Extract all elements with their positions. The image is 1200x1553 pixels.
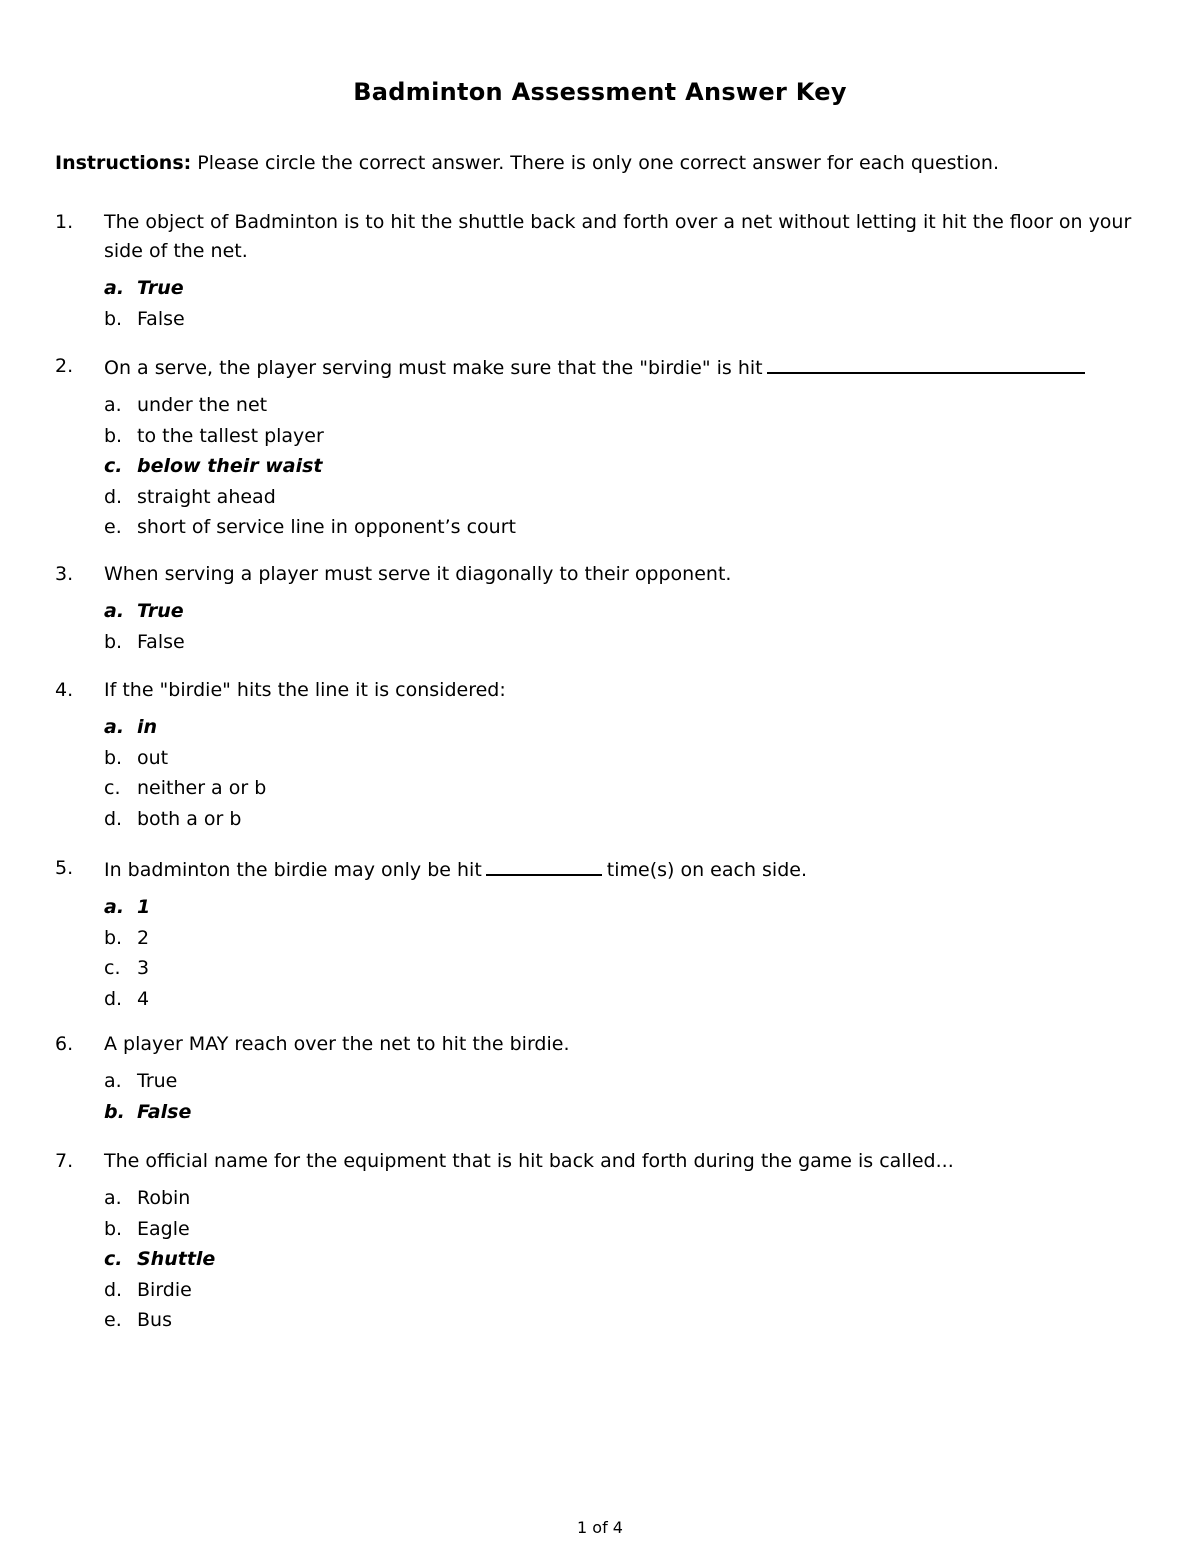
question-number: 5.: [55, 857, 74, 879]
question-number: 4.: [55, 679, 74, 701]
question-text: If the "birdie" hits the line it is considered:: [104, 679, 506, 701]
instructions-label: Instructions:: [55, 152, 192, 174]
option-letter: b.: [104, 630, 123, 653]
option-text: True: [137, 277, 184, 299]
option-letter: b.: [104, 926, 123, 949]
option: [104, 1066, 1145, 1097]
option-letter: c.: [104, 1248, 123, 1270]
question-text: On a serve, the player serving must make sure that the "birdie" is hit: [104, 357, 763, 379]
option: [104, 804, 1145, 835]
option-letter: d.: [104, 987, 123, 1010]
option: [104, 482, 1145, 513]
answer-blank: [486, 854, 602, 876]
option-letter: c.: [104, 777, 121, 799]
option-correct: [104, 273, 1145, 304]
option-text: straight ahead: [137, 485, 276, 508]
option-list: [104, 892, 1145, 1014]
option: [104, 1183, 1145, 1214]
option-letter: b.: [104, 307, 123, 330]
option-text: False: [137, 1100, 192, 1123]
option: [104, 627, 1145, 658]
question-text: When serving a player must serve it diagonally to their opponent.: [104, 563, 732, 585]
option-letter: a.: [104, 896, 125, 918]
option: [104, 512, 1145, 543]
question-number: 2.: [55, 355, 74, 377]
question-text: A player MAY reach over the net to hit the birdie.: [104, 1033, 570, 1055]
option-list: [104, 390, 1145, 543]
page-of: of: [592, 1518, 608, 1537]
question-1: [55, 208, 1145, 353]
option-letter: b.: [104, 1100, 125, 1123]
option-text: under the net: [137, 394, 268, 416]
question-3: [55, 560, 1145, 676]
option: [104, 304, 1145, 335]
option-text: 4: [137, 987, 150, 1010]
question-text-after: time(s) on each side.: [606, 859, 807, 881]
question-number: 6.: [55, 1033, 74, 1055]
option-text: True: [137, 1070, 178, 1092]
option-text: Shuttle: [137, 1248, 216, 1270]
option-text: 1: [137, 896, 151, 918]
option-text: Bus: [137, 1309, 172, 1331]
question-number: 3.: [55, 563, 74, 585]
question-text: The official name for the equipment that is hit back and forth during the game is called...: [104, 1150, 954, 1172]
page-footer: [0, 1518, 1200, 1537]
question-text-before: In badminton the birdie may only be hit: [104, 859, 482, 881]
question-number: 1.: [55, 211, 74, 233]
option-text: 2: [137, 926, 150, 949]
option: [104, 743, 1145, 774]
option-text: False: [137, 307, 185, 330]
option-correct: [104, 1097, 1145, 1128]
option-list: [104, 596, 1145, 657]
option-list: [104, 1066, 1145, 1127]
option: [104, 923, 1145, 954]
option: [104, 953, 1145, 984]
option-text: both a or b: [137, 807, 242, 830]
option-text: in: [137, 716, 158, 738]
page-number: 1: [577, 1518, 588, 1537]
option-text: Robin: [137, 1187, 191, 1209]
page-total: 4: [612, 1518, 623, 1537]
question-7: [55, 1147, 1145, 1355]
option-list: [104, 712, 1145, 834]
answer-blank: [767, 352, 1085, 374]
option-letter: c.: [104, 957, 121, 979]
option-letter: d.: [104, 807, 123, 830]
option-letter: d.: [104, 485, 123, 508]
option-letter: a.: [104, 600, 125, 622]
option-text: below their waist: [137, 455, 323, 477]
option-letter: a.: [104, 1070, 122, 1092]
option-text: short of service line in opponent’s court: [137, 516, 516, 538]
instructions-text: Please circle the correct answer. There is only one correct answer for each question.: [197, 152, 999, 174]
option-letter: c.: [104, 455, 123, 477]
page-title: Badminton Assessment Answer Key: [353, 78, 847, 106]
option: [104, 390, 1145, 421]
question-text-wrap: [104, 352, 1145, 383]
option-text: Birdie: [137, 1278, 192, 1301]
option-correct: [104, 892, 1145, 923]
option-letter: a.: [104, 394, 122, 416]
option-text: to the tallest player: [137, 424, 324, 447]
question-number: 7.: [55, 1150, 74, 1172]
option: [104, 421, 1145, 452]
option: [104, 984, 1145, 1015]
option-letter: b.: [104, 746, 123, 769]
option-correct: [104, 451, 1145, 482]
option-text: False: [137, 630, 185, 653]
instructions: [55, 152, 1155, 174]
question-text-wrap: [104, 854, 1145, 885]
option-letter: a.: [104, 716, 125, 738]
option-letter: b.: [104, 424, 123, 447]
option-correct: [104, 712, 1145, 743]
option-letter: a.: [104, 277, 125, 299]
option-text: Eagle: [137, 1217, 190, 1240]
option-text: 3: [137, 957, 150, 979]
question-text: The object of Badminton is to hit the shuttle back and forth over a net without letting it hit the floor on your side of the net.: [104, 211, 1132, 262]
option: [104, 773, 1145, 804]
option-text: True: [137, 600, 184, 622]
option-letter: e.: [104, 1309, 122, 1331]
option-list: [104, 1183, 1145, 1336]
option-text: out: [137, 746, 169, 769]
question-6: [55, 1030, 1145, 1146]
option-correct: [104, 1244, 1145, 1275]
option-correct: [104, 596, 1145, 627]
option: [104, 1214, 1145, 1245]
option: [104, 1305, 1145, 1336]
option-letter: d.: [104, 1278, 123, 1301]
question-4: [55, 676, 1145, 853]
question-2: [55, 352, 1145, 562]
option-list: [104, 273, 1145, 334]
option-letter: e.: [104, 516, 122, 538]
option-letter: b.: [104, 1217, 123, 1240]
option-letter: a.: [104, 1187, 122, 1209]
option: [104, 1275, 1145, 1306]
question-5: [55, 854, 1145, 1033]
option-text: neither a or b: [137, 777, 267, 799]
